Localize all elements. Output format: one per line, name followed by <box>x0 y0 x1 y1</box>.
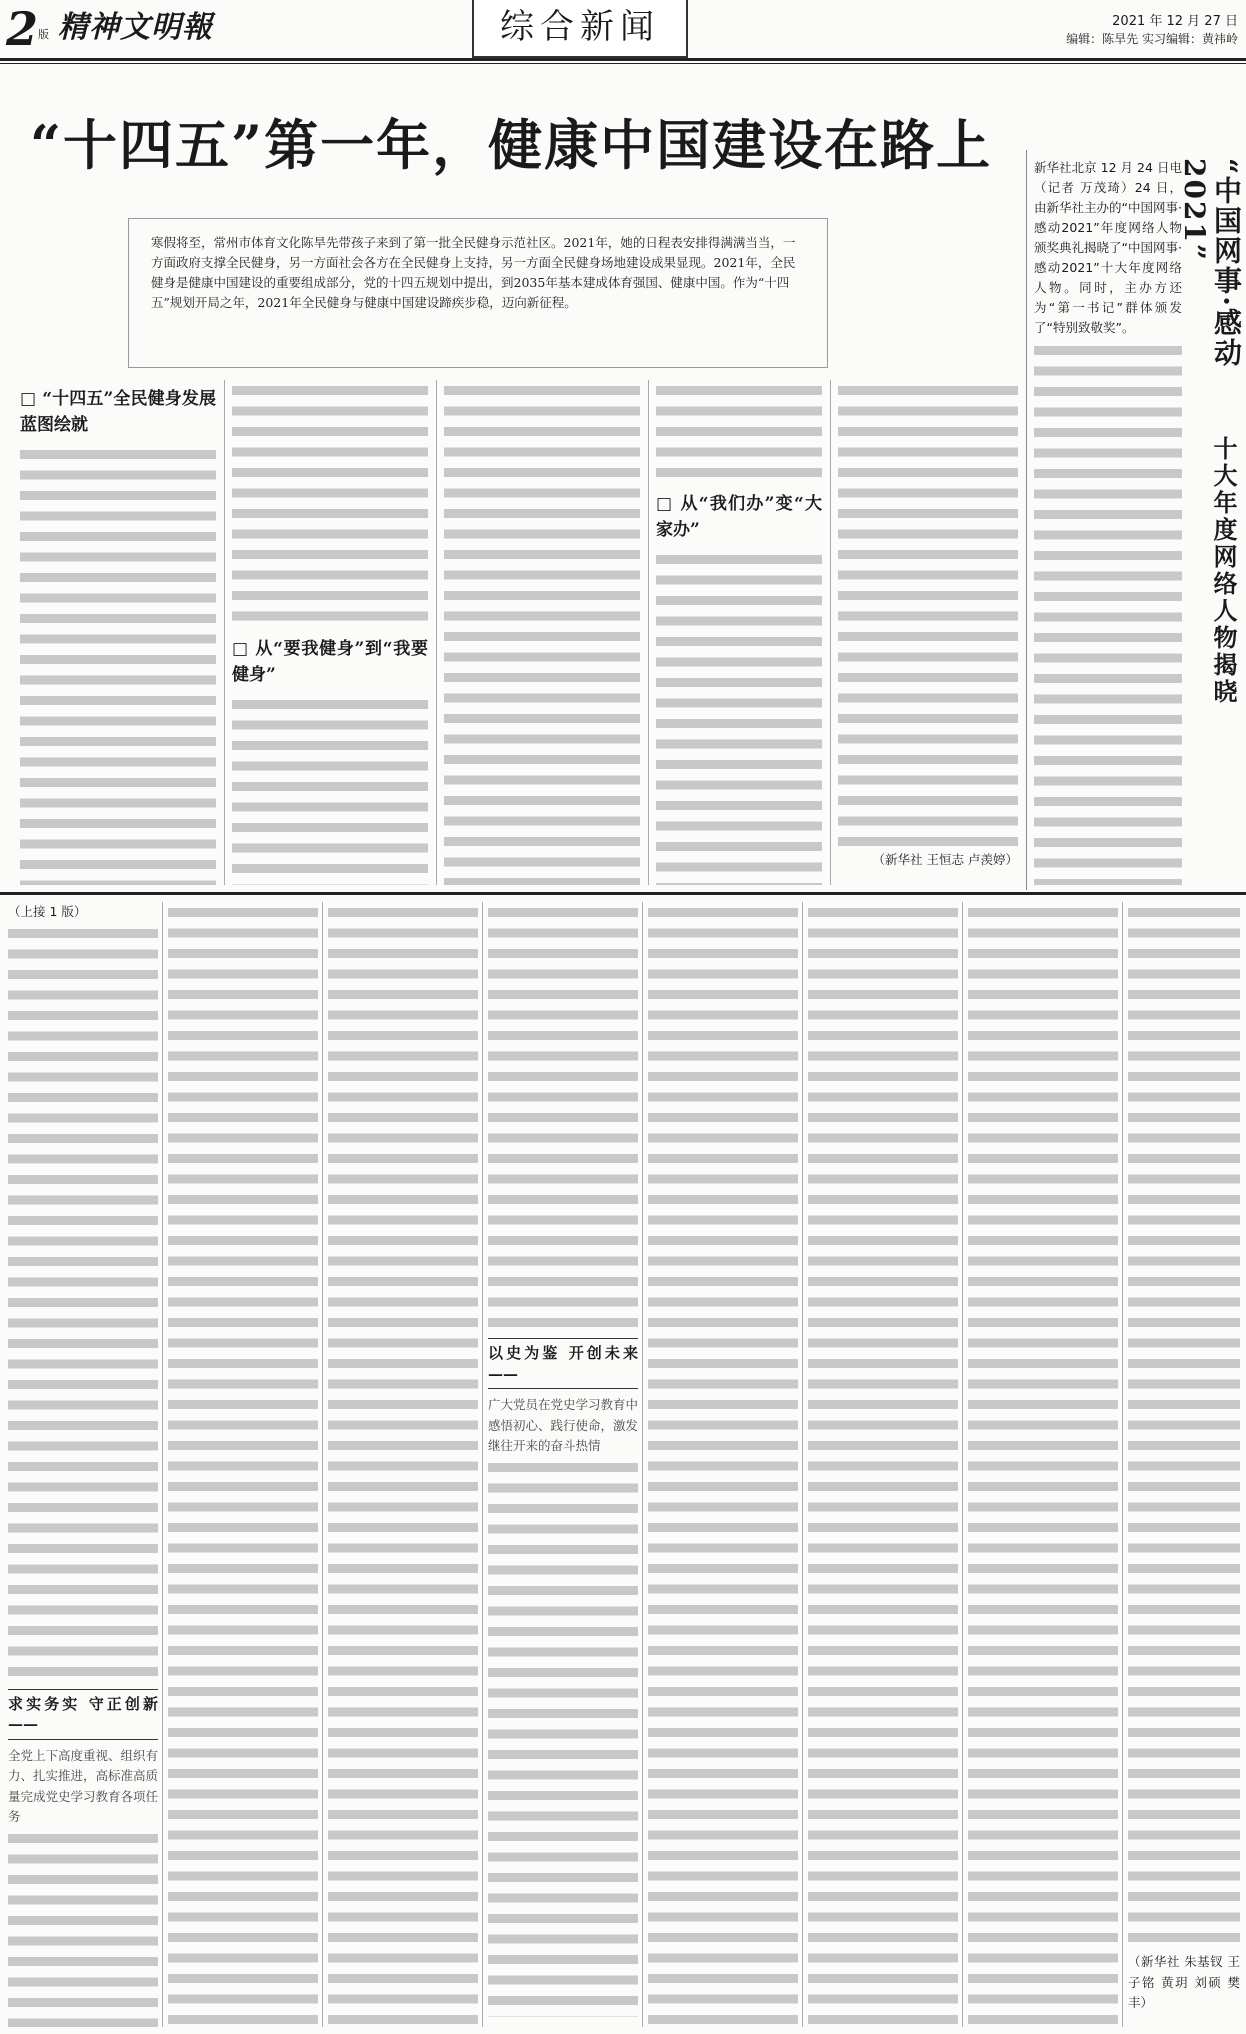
article-body-text <box>8 1828 158 2028</box>
lower-column-8 <box>1128 902 1240 2027</box>
award-subheadline: 十大年度网络人物揭晓 <box>1209 436 1238 706</box>
article-body-text <box>648 902 798 2027</box>
article-body-text <box>656 380 822 485</box>
article-body-text <box>20 444 216 885</box>
lower-column-7 <box>968 902 1118 2027</box>
article-body-text <box>968 902 1118 2027</box>
article-body-text <box>1128 902 1240 1952</box>
lower-column-6 <box>808 902 958 2027</box>
column-divider <box>642 902 643 2027</box>
continued-note: （上接 1 版） <box>8 904 87 919</box>
editors-credit: 编辑：陈旱先 实习编辑：黄祎岭 <box>1066 32 1238 46</box>
column-divider <box>322 902 323 2027</box>
article-body-text <box>808 902 958 2027</box>
column-divider <box>162 902 163 2027</box>
article-body-text <box>168 902 318 2027</box>
article-body-text <box>488 902 638 1332</box>
lower-column-4 <box>488 902 638 2027</box>
article-body-text <box>488 1457 638 2017</box>
lower-subhead-1-note: 全党上下高度重视、组织有力、扎实推进，高标准高质量完成党史学习教育各项任务 <box>8 1747 158 1824</box>
column-divider <box>648 380 649 885</box>
award-headline: “中国网事·感动2021” <box>1178 158 1243 368</box>
article-body-text <box>232 380 428 630</box>
article-body-text <box>232 694 428 885</box>
lower-column-3 <box>328 902 478 2027</box>
column-divider <box>962 902 963 2027</box>
lower-subhead-2: 以史为鉴 开创未来—— <box>488 1338 638 1389</box>
column-divider <box>224 380 225 885</box>
lead-headline: “十四五”第一年，健康中国建设在路上 <box>30 113 993 177</box>
article-subhead-1: □ “十四五”全民健身发展蓝图绘就 <box>20 389 216 435</box>
column-divider <box>1122 902 1123 2027</box>
lower-subhead-1: 求实务实 守正创新—— <box>8 1689 158 1740</box>
column-divider <box>802 902 803 2027</box>
article-body-text <box>8 923 158 1683</box>
article-body-text <box>328 902 478 2027</box>
section-rule <box>0 892 1246 895</box>
article-column-4 <box>656 380 822 885</box>
lower-column-2 <box>168 902 318 2027</box>
column-divider <box>830 380 831 885</box>
award-article-text: 新华社北京 12 月 24 日电（记者 万茂琦）24 日，由新华社主办的“中国网事·感动2021”年度网络人物颁奖典礼揭晓了“中国网事·感动2021”十大年度网络人物。同时，主办方还为“第一书记”群体颁发了“特别致敬奖”。 <box>1034 160 1182 335</box>
article-byline: （新华社 王恒志 卢羡婷） <box>872 852 1018 867</box>
column-divider <box>436 380 437 885</box>
article-column-5 <box>838 380 1018 885</box>
lead-summary: 寒假将至，常州市体育文化陈旱先带孩子来到了第一批全民健身示范社区。2021年，她的日程表安排得满满当当，一方面政府支撑全民健身，另一方面社会各方在全民健身上支持，另一方面全民健身场地建设成果显现。2021年，全民健身是健康中国建设的重要组成部分，党的十四五规划中提出，到2035年基本建成体育强国、健康中国。作为“十四五”规划开局之年，2021年全民健身与健康中国建设蹄疾步稳，迈向新征程。 <box>128 218 828 368</box>
lower-subhead-2-note: 广大党员在党史学习教育中感悟初心、践行使命，激发继往开来的奋斗热情 <box>488 1397 638 1453</box>
article-column-3 <box>444 380 640 885</box>
article-subhead-3: □ 从“我们办”变“大家办” <box>656 494 822 540</box>
masthead-rule <box>0 58 1246 61</box>
column-divider <box>1026 150 1027 890</box>
article-body-text <box>838 380 1018 850</box>
issue-date: 2021 年 12 月 27 日 <box>1112 14 1238 29</box>
article-body-text <box>444 380 640 885</box>
section-title: 综合新闻 <box>472 0 688 58</box>
masthead-rule-thin <box>0 63 1246 64</box>
lower-column-5 <box>648 902 798 2027</box>
article-body-text <box>656 549 822 885</box>
article-subhead-2: □ 从“要我健身”到“我要健身” <box>232 639 428 685</box>
lower-byline: （新华社 朱基钗 王子铭 黄玥 刘硕 樊丰） <box>1128 1954 1240 2010</box>
article-column-1 <box>20 380 216 885</box>
article-column-2 <box>232 380 428 885</box>
page-suffix: 版 <box>38 28 49 41</box>
page-number: 2 <box>6 2 39 56</box>
lower-column-1 <box>8 902 158 2027</box>
award-article-body <box>1034 340 1182 885</box>
newspaper-logo: 精神文明報 <box>58 10 213 45</box>
column-divider <box>482 902 483 2027</box>
